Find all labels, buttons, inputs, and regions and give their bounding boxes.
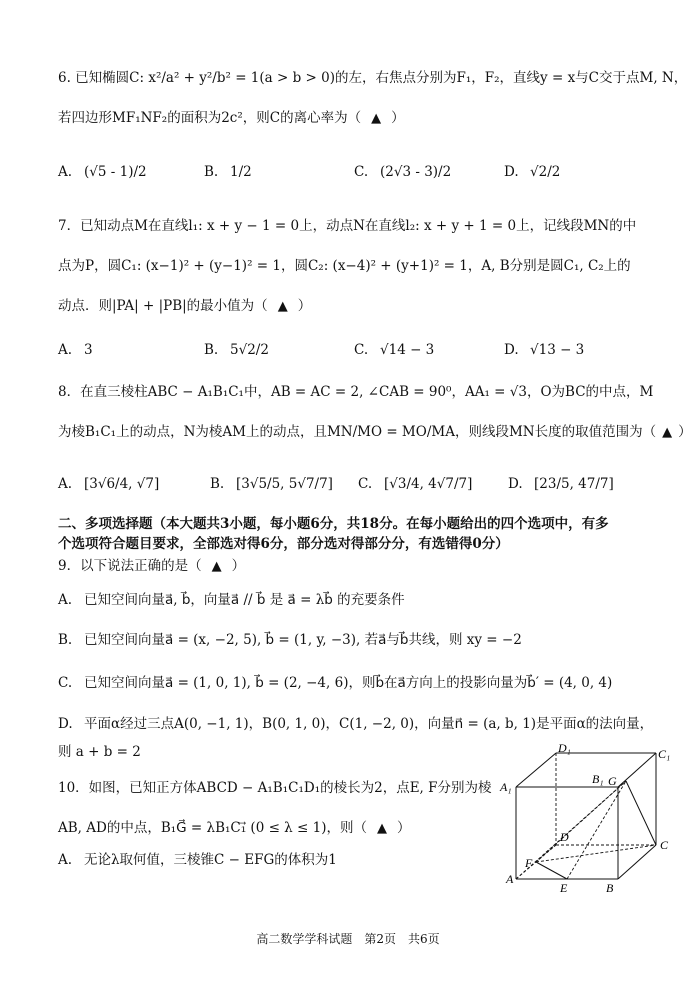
option-label: C. xyxy=(354,164,369,180)
segment-gc xyxy=(626,781,656,845)
option-label: D. xyxy=(58,716,73,732)
q10-stem-line2-text: AB, AD的中点，B₁G⃗ = λB₁C₁⃗ (0 ≤ λ ≤ 1)，则（ xyxy=(58,820,367,836)
answer-marker-triangle-icon: ▲ xyxy=(211,559,222,574)
answer-marker-triangle-icon: ▲ xyxy=(377,821,387,836)
label-a: A xyxy=(506,872,514,886)
footer-subject: 高二数学学科试题 xyxy=(256,932,353,946)
q6-stem-line2-text: 若四边形MF₁NF₂的面积为2c²，则C的离心率为（ xyxy=(58,110,362,126)
cube-figure xyxy=(498,743,676,893)
q7-option-c[interactable] xyxy=(354,340,434,360)
option-text: 无论λ取何值，三棱锥C − EFG的体积为1 xyxy=(84,852,337,868)
option-text: 5√2/2 xyxy=(230,342,269,358)
q10-stem-line2 xyxy=(58,818,411,839)
q7-stem-line2: 点为P，圆C₁: (x−1)² + (y−1)² = 1，圆C₂: (x−4)² + (y+1)² = 1，A, B分别是圆C₁, C₂上的 xyxy=(58,258,631,274)
q7-stem-line3-text: 动点．则|PA| + |PB|的最小值为（ xyxy=(58,298,268,314)
option-text: [23/5, 47/7] xyxy=(534,476,614,492)
q7-option-b[interactable] xyxy=(204,340,269,360)
option-label: C. xyxy=(354,342,369,358)
section2-heading-line2: 个选项符合题目要求，全部选对得6分，部分选对得部分分，有选错得0分） xyxy=(58,536,509,552)
q7-stem-line1: 7．已知动点M在直线l₁: x + y − 1 = 0上，动点N在直线l₂: x + y + 1 = 0上，记线段MN的中 xyxy=(58,218,637,234)
q8-option-c[interactable] xyxy=(358,474,472,494)
q8-stem-line2-text: 为棱B₁C₁上的动点，N为棱AM上的动点，且MN/MO = MO/MA，则线段MN长度的取值范围为（ xyxy=(58,424,657,440)
q7-option-d[interactable] xyxy=(504,340,584,360)
option-label: A. xyxy=(58,476,73,492)
answer-marker-triangle-icon: ▲ xyxy=(277,299,288,314)
label-e: E xyxy=(560,881,568,893)
edge-c1b1 xyxy=(618,753,656,787)
option-text: 平面α经过三点A(0, −1, 1)，B(0, 1, 0)，C(1, −2, 0)，向量n⃗ = (a, b, 1)是平面α的法向量， xyxy=(84,716,654,732)
option-text: (2√3 - 3)/2 xyxy=(380,164,452,180)
q8-stem-line2-end: ） xyxy=(678,424,692,440)
option-label: C. xyxy=(358,476,373,492)
page-footer xyxy=(0,930,696,947)
q8-stem-line2 xyxy=(58,422,692,443)
option-label: A. xyxy=(58,592,73,608)
option-text: 已知空间向量a⃗ = (x, −2, 5), b⃗ = (1, y, −3), 若a⃗与b⃗共线，则 xy = −2 xyxy=(84,632,522,648)
q6-option-d[interactable] xyxy=(504,162,560,182)
q9-option-a[interactable] xyxy=(58,590,405,610)
label-a1: A₁ xyxy=(500,780,512,794)
q7-stem-line3-end: ） xyxy=(297,298,312,314)
option-text: [3√6/4, √7] xyxy=(84,476,160,492)
footer-page: 第2页 xyxy=(364,932,396,946)
label-f: F xyxy=(525,856,533,870)
edge-d1a1 xyxy=(516,753,556,787)
q10-option-a[interactable] xyxy=(58,850,337,870)
option-label: B. xyxy=(204,342,219,358)
q8-stem-line1: 8．在直三棱柱ABC − A₁B₁C₁中，AB = AC = 2, ∠CAB = 90⁰，AA₁ = √3，O为BC的中点，M xyxy=(58,384,654,400)
option-label: D. xyxy=(504,164,519,180)
q9-stem-end: ） xyxy=(231,558,246,574)
q8-option-b[interactable] xyxy=(210,474,333,494)
option-text: [√3/4, 4√7/7] xyxy=(384,476,473,492)
q8-option-a[interactable] xyxy=(58,474,159,494)
label-c: C xyxy=(660,838,669,852)
label-g: G xyxy=(608,774,617,788)
q9-option-d-line2: 则 a + b = 2 xyxy=(58,744,141,760)
q9-stem-text: 9．以下说法正确的是（ xyxy=(58,558,202,574)
segment-fc xyxy=(536,845,656,862)
q9-option-c[interactable] xyxy=(58,673,612,693)
option-text: 1/2 xyxy=(230,164,252,180)
q6-option-c[interactable] xyxy=(354,162,451,182)
q7-option-a[interactable] xyxy=(58,340,93,360)
footer-total: 共6页 xyxy=(408,932,440,946)
q9-option-d[interactable] xyxy=(58,714,653,734)
q9-option-b[interactable] xyxy=(58,630,522,650)
answer-marker-triangle-icon: ▲ xyxy=(662,425,673,440)
label-d1: D₁ xyxy=(558,743,571,755)
label-c1: C₁ xyxy=(658,747,671,761)
q6-stem-line1: 6. 已知椭圆C: x²/a² + y²/b² = 1(a > b > 0)的左，右焦点分别为F₁，F₂，直线y = x与C交于点M, N， xyxy=(58,70,688,86)
q10-stem-line1: 10．如图，已知正方体ABCD − A₁B₁C₁D₁的棱长为2，点E, F分别为棱 xyxy=(58,780,492,796)
option-label: D. xyxy=(508,476,523,492)
q9-stem xyxy=(58,556,666,577)
section2-heading-line1: 二、多项选择题（本大题共3小题，每小题6分，共18分。在每小题给出的四个选项中，有多 xyxy=(58,516,609,532)
option-text: √14 − 3 xyxy=(380,342,435,358)
label-d: D xyxy=(560,830,569,844)
option-label: C. xyxy=(58,675,73,691)
segment-eg xyxy=(567,781,626,879)
option-text: 已知空间向量a⃗ = (1, 0, 1), b⃗ = (2, −4, 6)，则b⃗在a⃗方向上的投影向量为b⃗′ = (4, 0, 4) xyxy=(84,675,613,691)
option-text: 已知空间向量a⃗, b⃗，向量a⃗ // b⃗ 是 a⃗ = λb⃗ 的充要条件 xyxy=(84,592,405,608)
q6-stem-line2-end: ） xyxy=(391,110,405,126)
q7-stem-line3 xyxy=(58,296,666,317)
q6-option-a[interactable] xyxy=(58,162,147,182)
option-label: A. xyxy=(58,164,73,180)
option-label: B. xyxy=(210,476,225,492)
answer-marker-triangle-icon: ▲ xyxy=(371,111,382,126)
option-label: A. xyxy=(58,342,73,358)
label-b1: B₁ xyxy=(592,772,604,786)
option-text: √2/2 xyxy=(530,164,561,180)
option-text: √13 − 3 xyxy=(530,342,585,358)
option-label: A. xyxy=(58,852,73,868)
option-label: B. xyxy=(58,632,73,648)
option-label: B. xyxy=(204,164,219,180)
option-label: D. xyxy=(504,342,519,358)
edge-bc xyxy=(618,845,656,879)
q10-stem-line2-end: ） xyxy=(397,820,411,836)
option-text: [3√5/5, 5√7/7] xyxy=(236,476,333,492)
q8-option-d[interactable] xyxy=(508,474,614,494)
option-text: 3 xyxy=(84,342,93,358)
label-b: B xyxy=(606,881,614,893)
q6-stem-line2 xyxy=(58,108,666,129)
segment-fe xyxy=(536,862,567,879)
option-text: (√5 - 1)/2 xyxy=(84,164,147,180)
q6-option-b[interactable] xyxy=(204,162,252,182)
